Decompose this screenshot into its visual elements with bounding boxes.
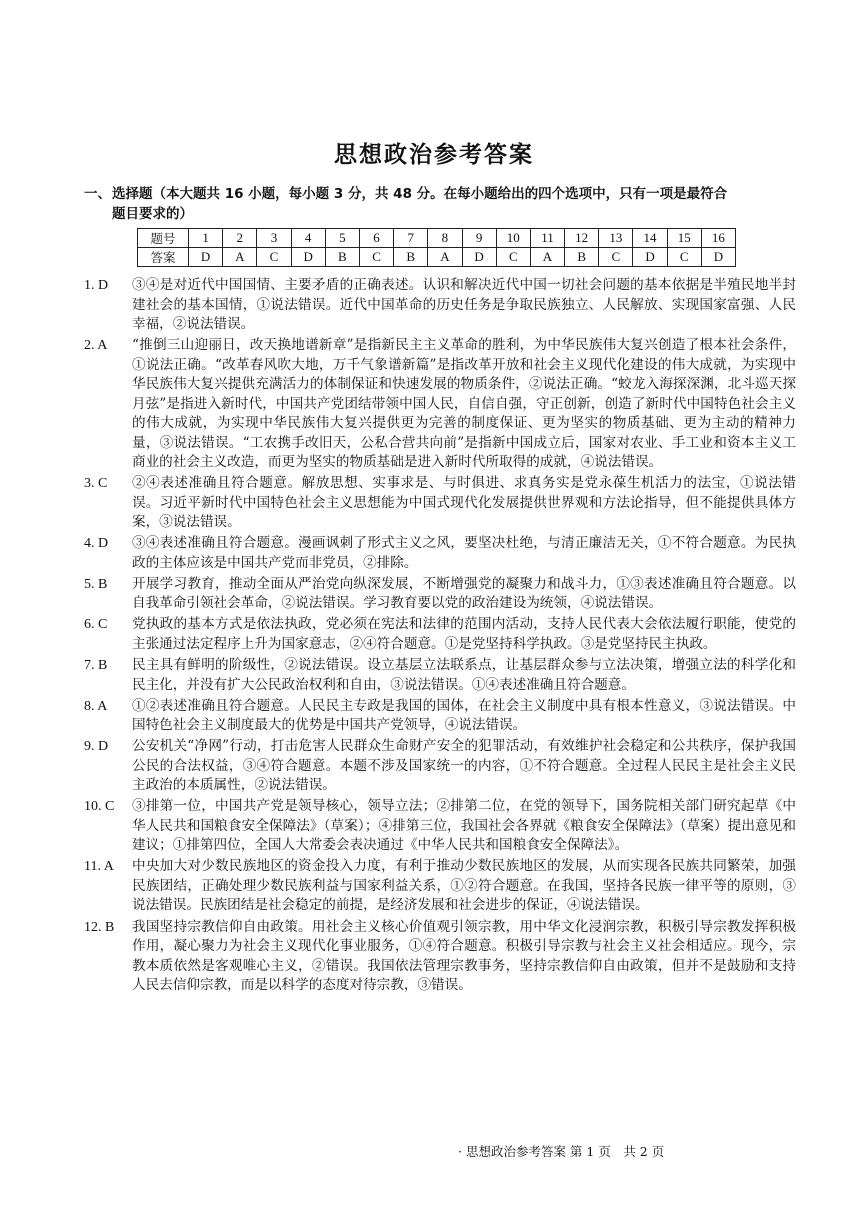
question-number-cell: 5 bbox=[325, 229, 359, 248]
question-number-cell: 14 bbox=[633, 229, 667, 248]
list-item bbox=[84, 276, 796, 335]
question-number-cell: 8 bbox=[428, 229, 462, 248]
item-explanation: ③④表述准确且符合题意。漫画讽刺了形式主义之风，要坚决杜绝，与清正廉洁无关，①不符合题意。为民执政的主体应该是中国共产党而非党员，②排除。 bbox=[132, 535, 796, 571]
item-number-answer: 3. C bbox=[84, 476, 108, 492]
question-number-cell: 3 bbox=[257, 229, 291, 248]
item-number-answer: 11. A bbox=[84, 859, 114, 875]
question-number-cell: 6 bbox=[359, 229, 393, 248]
item-number-answer: 5. B bbox=[84, 576, 108, 592]
answer-cell: D bbox=[633, 248, 667, 267]
page-title: 思想政治参考答案 bbox=[334, 142, 534, 168]
item-number-answer: 6. C bbox=[84, 617, 108, 633]
list-item bbox=[84, 857, 796, 916]
item-explanation: 党执政的基本方式是依法执政，党必须在宪法和法律的范围内活动，支持人民代表大会依法履行职能，使党的主张通过法定程序上升为国家意志，②④符合题意。①是党坚持科学执政。③是党坚持民主执政。 bbox=[132, 616, 796, 652]
section-heading bbox=[84, 184, 796, 224]
section-heading-continued: 题目要求的） bbox=[112, 206, 193, 222]
question-number-cell: 10 bbox=[496, 229, 530, 248]
question-number-cell: 16 bbox=[701, 229, 735, 248]
answer-cell: C bbox=[496, 248, 530, 267]
item-explanation: “推倒三山迎丽日，改天换地谱新章”是指新民主主义革命的胜利，为中华民族伟大复兴创造了根本社会条件，①说法正确。“改革春风吹大地，万千气象谱新篇”是指改革开放和社会主义现代化建设的伟大成就，为实现中华民族伟大复兴提供充满活力的体制保证和快速发展的物质条件，②说法正确。“蛟龙入海探深渊，北斗巡天探月弦”是指进入新时代，中国共产党团结带领中国人民，自信自强，守正创新，创造了新时代中国特色社会主义的伟大成就，为实现中华民族伟大复兴提供更为完善的制度保证、更为坚实的物质基础、更为主动的精神力量，③说法错误。“工农携手改旧天，公私合营共向前”是指新中国成立后，国家对农业、手工业和资本主义工商业的社会主义改造，而更为坚实的物质基础是进入新时代所取得的成就，④说法错误。 bbox=[132, 337, 796, 471]
list-item bbox=[84, 474, 796, 533]
list-item bbox=[84, 697, 796, 736]
item-explanation: 公安机关“净网”行动，打击危害人民群众生命财产安全的犯罪活动，有效维护社会稳定和公共秩序，保护我国公民的合法权益，③④符合题意。本题不涉及国家统一的内容，①不符合题意。全过程人民民主是社会主义民主政治的本质属性，②说法错误。 bbox=[132, 738, 796, 794]
question-number-cell: 12 bbox=[565, 229, 599, 248]
item-number-answer: 4. D bbox=[84, 536, 109, 552]
item-number-answer: 7. B bbox=[84, 658, 108, 674]
item-number-answer: 8. A bbox=[84, 698, 108, 714]
section-heading-text: 选择题（本大题共 16 小题，每小题 3 分，共 48 分。在每小题给出的四个选项中，只有一项是最符合 bbox=[112, 186, 728, 202]
item-number-answer: 2. A bbox=[84, 338, 108, 354]
answer-cell: B bbox=[325, 248, 359, 267]
list-item bbox=[84, 797, 796, 856]
list-item bbox=[84, 336, 796, 473]
question-number-cell: 7 bbox=[394, 229, 428, 248]
question-number-cell: 1 bbox=[189, 229, 223, 248]
answer-cell: C bbox=[599, 248, 633, 267]
answer-cell: D bbox=[701, 248, 735, 267]
answer-cell: D bbox=[189, 248, 223, 267]
item-number-answer: 12. B bbox=[84, 919, 115, 935]
item-explanation: 民主具有鲜明的阶级性，②说法错误。设立基层立法联系点，让基层群众参与立法决策，增强立法的科学化和民主化，并没有扩大公民政治权利和自由，③说法错误。①④表述准确且符合题意。 bbox=[132, 657, 796, 693]
answer-cell: D bbox=[291, 248, 325, 267]
list-item bbox=[84, 656, 796, 695]
answer-cell: C bbox=[359, 248, 393, 267]
answer-table-answer-row bbox=[138, 248, 736, 267]
question-number-cell: 4 bbox=[291, 229, 325, 248]
item-explanation: 我国坚持宗教信仰自由政策。用社会主义核心价值观引领宗教，用中华文化浸润宗教，积极引导宗教发挥积极作用，凝心聚力为社会主义现代化事业服务，①④符合题意。积极引导宗教与社会主义社会相适应。现今，宗教本质依然是客观唯心主义，②错误。我国依法管理宗教事务，坚持宗教信仰自由政策，但并不是鼓励和支持人民去信仰宗教，而是以科学的态度对待宗教，③错误。 bbox=[132, 918, 796, 994]
list-item bbox=[84, 575, 796, 614]
question-number-cell: 11 bbox=[530, 229, 564, 248]
list-item bbox=[84, 615, 796, 654]
answer-cell: D bbox=[462, 248, 496, 267]
answer-table-number-row bbox=[138, 229, 736, 248]
section-number: 一、 bbox=[84, 186, 111, 202]
answer-table-row-label: 答案 bbox=[138, 248, 189, 267]
answer-explanations bbox=[84, 276, 796, 997]
item-number-answer: 1. D bbox=[84, 278, 109, 293]
list-item bbox=[84, 534, 796, 573]
item-number-answer: 10. C bbox=[84, 799, 115, 815]
question-number-cell: 9 bbox=[462, 229, 496, 248]
question-number-cell: 2 bbox=[223, 229, 257, 248]
item-explanation: ①②表述准确且符合题意。人民民主专政是我国的国体，在社会主义制度中具有根本性意义，③说法错误。中国特色社会主义制度最大的优势是中国共产党领导，④说法错误。 bbox=[132, 697, 796, 734]
answer-table-row-label: 题号 bbox=[138, 229, 189, 248]
answer-cell: B bbox=[394, 248, 428, 267]
item-explanation: ③排第一位，中国共产党是领导核心，领导立法；②排第二位，在党的领导下，国务院相关部门研究起草《中华人民共和国粮食安全保障法》（草案）；④排第三位，我国社会各界就《粮食安全保障法》（草案）提出意见和建议；①排第四位，全国人大常委会表决通过《中华人民共和国粮食安全保障法》。 bbox=[132, 798, 796, 854]
answer-cell: A bbox=[530, 248, 564, 267]
answer-cell: A bbox=[428, 248, 462, 267]
item-number-answer: 9. D bbox=[84, 739, 109, 755]
item-explanation: ③④是对近代中国国情、主要矛盾的正确表述。认识和解决近代中国一切社会问题的基本依据是半殖民地半封建社会的基本国情，①说法错误。近代中国革命的历史任务是争取民族独立、人民解放、实现国家富强、人民幸福，②说法错误。 bbox=[132, 277, 796, 332]
list-item bbox=[84, 737, 796, 796]
answer-cell: C bbox=[257, 248, 291, 267]
list-item bbox=[84, 918, 796, 996]
answer-cell: B bbox=[565, 248, 599, 267]
item-explanation: 开展学习教育，推动全面从严治党向纵深发展，不断增强党的凝聚力和战斗力，①③表述准确且符合题意。以自我革命引领社会革命，②说法错误。学习教育要以党的政治建设为统领，④说法错误。 bbox=[132, 575, 796, 612]
page-footer: · 思想政治参考答案 第 1 页 共 2 页 bbox=[458, 1144, 665, 1159]
item-explanation: ②④表述准确且符合题意。解放思想、实事求是、与时俱进、求真务实是党永葆生机活力的法宝，①说法错误。习近平新时代中国特色社会主义思想能为中国式现代化发展提供世界观和方法论指导，但不能提供具体方案，③说法错误。 bbox=[132, 475, 796, 531]
answer-cell: C bbox=[667, 248, 701, 267]
question-number-cell: 13 bbox=[599, 229, 633, 248]
answer-cell: A bbox=[223, 248, 257, 267]
answer-table bbox=[137, 228, 736, 267]
item-explanation: 中央加大对少数民族地区的资金投入力度，有利于推动少数民族地区的发展，从而实现各民族共同繁荣，加强民族团结，正确处理少数民族利益与国家利益关系，①②符合题意。在我国，坚持各民族一律平等的原则，③说法错误。民族团结是社会稳定的前提，是经济发展和社会进步的保证，④说法错误。 bbox=[132, 858, 796, 914]
question-number-cell: 15 bbox=[667, 229, 701, 248]
